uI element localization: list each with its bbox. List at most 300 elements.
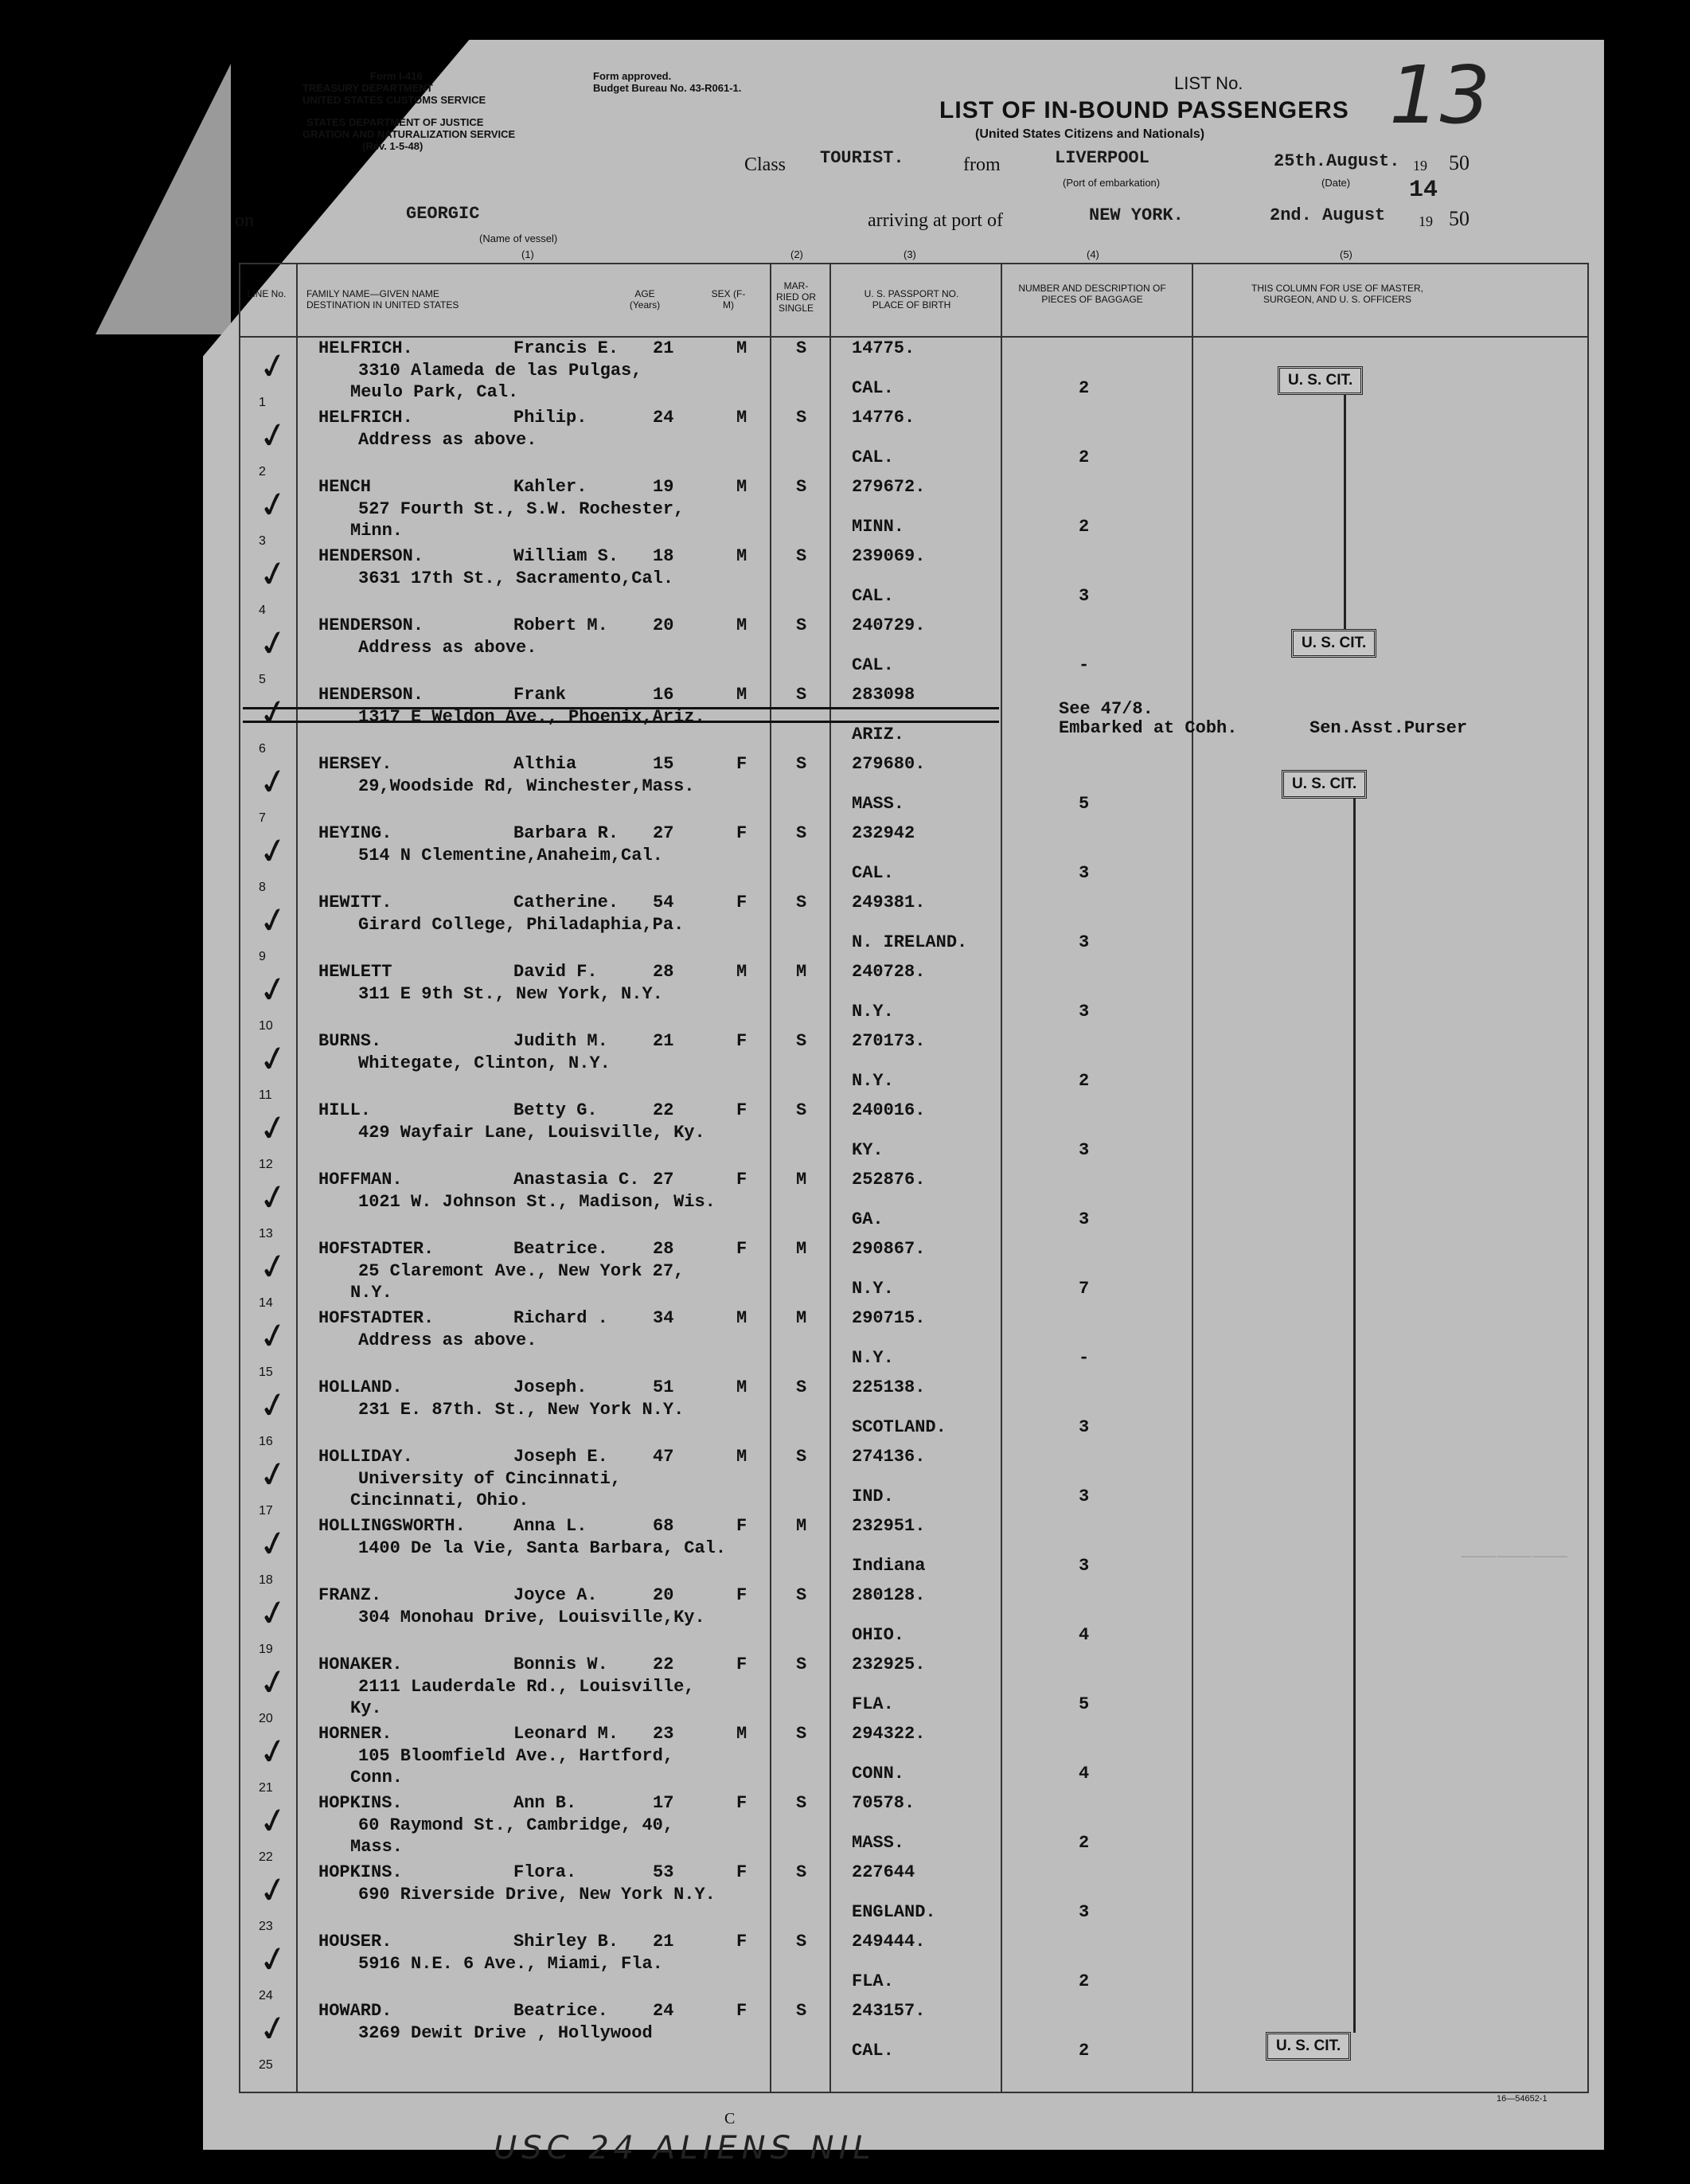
marital-status: M [796,1516,807,1536]
age-value: 34 [653,1308,674,1328]
sex-value: M [736,962,747,982]
line-number: 13 [259,1227,273,1240]
line-number: 8 [259,881,266,894]
baggage-count: 4 [1079,1625,1090,1645]
check-mark: ✓ [255,1244,292,1291]
marital-status: S [796,823,807,843]
col-header-married: MAR- RIED OR SINGLE [775,280,816,314]
arrival-year: 50 [1449,207,1469,230]
family-name: HENDERSON. [318,615,424,635]
address-line-2: Cincinnati, Ohio. [350,1491,529,1510]
passport-number: 294322. [852,1724,926,1744]
vessel-caption: (Name of vessel) [479,232,558,244]
arriving-label: arriving at port of [868,210,1003,231]
address-line-1: 105 Bloomfield Ave., Hartford, [358,1746,674,1766]
sex-value: F [736,1862,747,1882]
col-index-3: (3) [904,248,916,260]
col-index-4: (4) [1087,248,1099,260]
arrival-port: NEW YORK. [1089,205,1184,225]
table-row [239,1585,1586,1655]
line-number: 2 [259,465,266,479]
table-row [239,1170,1586,1239]
baggage-count: 3 [1079,1417,1090,1437]
binder-hole [159,1433,189,1463]
table-row [239,546,1586,615]
customs-service: UNITED STATES CUSTOMS SERVICE [302,94,486,106]
marital-status: M [796,1170,807,1190]
line-number: 12 [259,1158,273,1171]
passport-number: 270173. [852,1031,926,1051]
given-name: Flora. [513,1862,577,1882]
family-name: HEWITT. [318,893,392,912]
baggage-count: 3 [1079,1209,1090,1229]
check-mark: ✓ [255,690,292,736]
marital-status: S [796,893,807,912]
place-of-birth: MASS. [852,794,905,814]
binder-hole [159,1787,189,1818]
address-line-1: University of Cincinnati, [358,1469,622,1489]
baggage-count: 2 [1079,378,1090,398]
address-line-1: 60 Raymond St., Cambridge, 40, [358,1815,674,1835]
address-line-1: Address as above. [358,638,537,658]
col-index-2: (2) [790,248,803,260]
us-citizen-stamp: U. S. CIT. [1282,770,1367,799]
vessel-name: GEORGIC [406,204,480,224]
check-mark: ✓ [255,551,292,598]
age-value: 54 [653,893,674,912]
check-mark: ✓ [255,620,292,667]
line-number: 23 [259,1920,273,1933]
address-line-1: 5916 N.E. 6 Ave., Miami, Fla. [358,1954,663,1974]
place-of-birth: Indiana [852,1556,926,1576]
budget-bureau: Budget Bureau No. 43-R061-1. [593,82,742,94]
line-number: 1 [259,396,266,409]
age-value: 22 [653,1655,674,1674]
age-value: 18 [653,546,674,566]
col-index-5: (5) [1340,248,1352,260]
age-value: 21 [653,338,674,358]
marital-status: S [796,685,807,705]
col-header-name: FAMILY NAME—GIVEN NAME [306,288,439,299]
marital-status: S [796,1655,807,1674]
family-name: HEYING. [318,823,392,843]
place-of-birth: N.Y. [852,1348,894,1368]
binder-hole [159,779,189,809]
address-line-1: 514 N Clementine,Anaheim,Cal. [358,846,663,865]
list-no-label: LIST No. [1174,73,1243,93]
marital-status: S [796,754,807,774]
table-row [239,408,1586,477]
place-of-birth: SCOTLAND. [852,1417,946,1437]
col-header-destination: DESTINATION IN UNITED STATES [306,299,459,311]
passport-number: 239069. [852,546,926,566]
passport-number: 14775. [852,338,915,358]
sex-value: F [736,823,747,843]
given-name: David F. [513,962,598,982]
check-mark: ✓ [255,1936,292,1983]
place-of-birth: MINN. [852,517,905,537]
given-name: Francis E. [513,338,619,358]
address-line-1: 429 Wayfair Lane, Louisville, Ky. [358,1123,705,1143]
check-mark: ✓ [255,759,292,806]
line-number: 11 [259,1088,272,1102]
address-line-2: Ky. [350,1698,382,1718]
given-name: Philip. [513,408,587,428]
passport-number: 243157. [852,2001,926,2021]
passport-number: 249444. [852,1932,926,1952]
family-name: BURNS. [318,1031,382,1051]
baggage-count: 4 [1079,1764,1090,1784]
table-row [239,1516,1586,1585]
baggage-count: 2 [1079,2041,1090,2061]
passport-number: 283098 [852,685,915,705]
given-name: Joseph E. [513,1447,608,1467]
given-name: Joyce A. [513,1585,598,1605]
check-mark: ✓ [255,1867,292,1914]
given-name: Anastasia C. [513,1170,640,1190]
given-name: William S. [513,546,619,566]
check-mark: ✓ [255,343,292,390]
family-name: HILL. [318,1100,372,1120]
page-fold-shadow [96,64,231,334]
address-line-1: 25 Claremont Ave., New York 27, [358,1261,685,1281]
table-row [239,1793,1586,1862]
col-header-passport: U. S. PASSPORT NO. PLACE OF BIRTH [864,288,959,311]
family-name: HOFSTADTER. [318,1239,435,1259]
sex-value: F [736,2001,747,2021]
check-mark: ✓ [255,1105,292,1152]
family-name: HOFSTADTER. [318,1308,435,1328]
baggage-count: 3 [1079,1140,1090,1160]
marital-status: S [796,1585,807,1605]
address-line-2: Minn. [350,521,404,541]
given-name: Betty G. [513,1100,598,1120]
table-row [239,1100,1586,1170]
address-line-1: Girard College, Philadaphia,Pa. [358,915,685,935]
check-mark: ✓ [255,1174,292,1221]
marital-status: S [796,1793,807,1813]
line-number: 15 [259,1365,273,1379]
check-mark: ✓ [255,1036,292,1083]
given-name: Leonard M. [513,1724,619,1744]
place-of-birth: ENGLAND. [852,1902,936,1922]
table-row [239,1031,1586,1100]
family-name: FRANZ. [318,1585,382,1605]
given-name: Ann B. [513,1793,577,1813]
baggage-count: 3 [1079,863,1090,883]
line-number: 21 [259,1781,273,1795]
us-citizen-stamp: U. S. CIT. [1291,629,1376,658]
place-of-birth: N.Y. [852,1002,894,1022]
col-header-age: AGE (Years) [629,288,661,311]
baggage-count: - [1079,1348,1090,1368]
passport-number: 225138. [852,1377,926,1397]
given-name: Anna L. [513,1516,587,1536]
baggage-count: 3 [1079,1002,1090,1022]
sex-value: F [736,1585,747,1605]
line-number: 19 [259,1643,273,1656]
baggage-count: - [1079,655,1090,675]
passport-number: 232951. [852,1516,926,1536]
passport-number: 290867. [852,1239,926,1259]
family-name: HOLLIDAY. [318,1447,413,1467]
given-name: Beatrice. [513,2001,608,2021]
baggage-count: 3 [1079,1487,1090,1506]
page-subtitle: (United States Citizens and Nationals) [975,127,1205,141]
given-name: Shirley B. [513,1932,619,1952]
address-line-1: Address as above. [358,430,537,450]
given-name: Joseph. [513,1377,587,1397]
table-row [239,1377,1586,1447]
sex-value: F [736,893,747,912]
header-divider [240,336,1587,338]
sex-value: F [736,1793,747,1813]
justice-dept: STATES DEPARTMENT OF JUSTICE [306,116,484,128]
given-name: Robert M. [513,615,608,635]
age-value: 27 [653,1170,674,1190]
marital-status: S [796,338,807,358]
family-name: HELFRICH. [318,338,413,358]
check-mark: ✓ [255,967,292,1014]
binder-hole [159,1222,189,1252]
class-label: Class [744,154,786,175]
ins-service: GRATION AND NATURALIZATION SERVICE [302,128,516,140]
arrival-date: 2nd. August [1270,205,1386,225]
sex-value: F [736,1100,747,1120]
marital-status: S [796,477,807,497]
sex-value: M [736,1377,747,1397]
family-name: HOLLINGSWORTH. [318,1516,466,1536]
embark-year: 50 [1449,151,1469,174]
passport-number: 70578. [852,1793,915,1813]
line-number: 14 [259,1296,273,1310]
baggage-count: 3 [1079,586,1090,606]
age-value: 20 [653,615,674,635]
marital-status: S [796,1862,807,1882]
place-of-birth: GA. [852,1209,884,1229]
passport-number: 227644 [852,1862,915,1882]
age-value: 23 [653,1724,674,1744]
check-mark: ✓ [255,482,292,529]
sex-value: M [736,1724,747,1744]
passport-number: 240016. [852,1100,926,1120]
age-value: 16 [653,685,674,705]
family-name: HOUSER. [318,1932,392,1952]
line-number: 4 [259,604,266,617]
sex-value: M [736,615,747,635]
port-of-embarkation: LIVERPOOL [1055,148,1149,168]
age-value: 15 [653,754,674,774]
given-name: Judith M. [513,1031,608,1051]
table-row [239,1932,1586,2001]
form-approved: Form approved. [593,70,672,82]
line-number: 6 [259,742,266,756]
age-value: 24 [653,408,674,428]
table-row [239,685,1586,754]
age-value: 22 [653,1100,674,1120]
binder-hole [159,1010,189,1040]
treasury-dept: TREASURY DEPARTMENT [302,82,433,94]
baggage-count: 2 [1079,1071,1090,1091]
baggage-note: See 47/8. [1059,699,1153,719]
place-of-birth: N.Y. [852,1071,894,1091]
marital-status: S [796,1100,807,1120]
check-mark: ✓ [255,1451,292,1498]
place-of-birth: IND. [852,1487,894,1506]
age-value: 53 [653,1862,674,1882]
family-name: HOFFMAN. [318,1170,403,1190]
table-row [239,1655,1586,1724]
on-label: on [235,210,254,231]
sex-value: F [736,1239,747,1259]
check-mark: ✓ [255,1382,292,1429]
from-label: from [963,154,1001,175]
us-citizen-stamp: U. S. CIT. [1266,2032,1351,2061]
revision: (Rev. 1-5-48) [362,140,423,152]
place-of-birth: CAL. [852,863,894,883]
port-caption: (Port of embarkation) [1063,177,1161,189]
family-name: HEWLETT [318,962,392,982]
baggage-count: 3 [1079,1902,1090,1922]
baggage-count: 3 [1079,1556,1090,1576]
bleed-through-text: ⸻⸻⸻ [1461,1548,1568,1564]
page-title: LIST OF IN-BOUND PASSENGERS [939,97,1349,123]
passport-number: 252876. [852,1170,926,1190]
line-number: 24 [259,1989,273,2002]
sex-value: F [736,754,747,774]
sex-value: M [736,685,747,705]
baggage-note-2: Embarked at Cobh. [1059,718,1238,738]
line-number: 7 [259,811,266,825]
family-name: HOLLAND. [318,1377,403,1397]
binder-hole [159,599,189,629]
form-number: Form I-416 [370,70,423,82]
address-line-1: 2111 Lauderdale Rd., Louisville, [358,1677,695,1697]
age-value: 68 [653,1516,674,1536]
col-index-1: (1) [521,248,534,260]
handwritten-footer-tally: USC 24 ALIENS NIL [494,2130,876,2166]
address-line-2: N.Y. [350,1283,392,1303]
purser-note: Sen.Asst.Purser [1309,718,1468,738]
table-row [239,893,1586,962]
address-line-1: 527 Fourth St., S.W. Rochester, [358,499,685,519]
baggage-count: 5 [1079,794,1090,814]
handwritten-14: 14 [1409,177,1438,204]
place-of-birth: CAL. [852,2041,894,2061]
place-of-birth: CAL. [852,447,894,467]
family-name: HENCH [318,477,372,497]
passport-number: 279672. [852,477,926,497]
age-value: 47 [653,1447,674,1467]
place-of-birth: FLA. [852,1694,894,1714]
line-number: 3 [259,534,266,548]
passport-number: 290715. [852,1308,926,1328]
family-name: HENDERSON. [318,685,424,705]
marital-status: M [796,1239,807,1259]
table-row [239,1862,1586,1932]
table-row [239,477,1586,546]
given-name: Catherine. [513,893,619,912]
line-number: 9 [259,950,266,963]
sex-value: M [736,1308,747,1328]
age-value: 21 [653,1932,674,1952]
sex-value: F [736,1031,747,1051]
marital-status: S [796,1932,807,1952]
date-caption: (Date) [1321,177,1351,189]
line-number: 25 [259,2058,273,2072]
sex-value: F [736,1655,747,1674]
us-citizen-stamp: U. S. CIT. [1278,366,1363,395]
address-line-1: 304 Monohau Drive, Louisville,Ky. [358,1608,705,1627]
baggage-count: 3 [1079,932,1090,952]
class-value: TOURIST. [820,148,904,168]
age-value: 20 [653,1585,674,1605]
given-name: Frank [513,685,567,705]
address-line-2: Mass. [350,1837,404,1857]
col-header-baggage: NUMBER AND DESCRIPTION OF PIECES OF BAGGAGE [1018,283,1166,305]
sex-value: M [736,546,747,566]
check-mark: ✓ [255,1798,292,1845]
passport-number: 14776. [852,408,915,428]
address-line-1: 29,Woodside Rd, Winchester,Mass. [358,776,695,796]
address-line-1: 1400 De la Vie, Santa Barbara, Cal. [358,1538,727,1558]
address-line-1: 311 E 9th St., New York, N.Y. [358,984,663,1004]
address-line-2: Conn. [350,1768,404,1787]
table-row [239,338,1586,408]
place-of-birth: MASS. [852,1833,905,1853]
place-of-birth: OHIO. [852,1625,905,1645]
col-header-sex: SEX (F-M) [711,288,746,311]
age-value: 27 [653,823,674,843]
arrival-year-prefix: 19 [1419,213,1433,229]
table-row [239,823,1586,893]
table-row [239,1308,1586,1377]
embark-year-prefix: 19 [1413,158,1427,174]
table-row [239,615,1586,685]
address-line-1: Address as above. [358,1330,537,1350]
print-code: 16—54652-1 [1497,2094,1548,2104]
passport-number: 232925. [852,1655,926,1674]
check-mark: ✓ [255,2006,292,2053]
baggage-count: 5 [1079,1694,1090,1714]
table-row [239,1724,1586,1793]
sex-value: F [736,1170,747,1190]
passport-number: 274136. [852,1447,926,1467]
check-mark: ✓ [255,1313,292,1360]
age-value: 51 [653,1377,674,1397]
address-line-1: 1317 E Weldon Ave., Phoenix,Ariz. [358,707,705,727]
place-of-birth: CAL. [852,586,894,606]
baggage-count: 2 [1079,1971,1090,1991]
strike-line [243,707,999,709]
passport-number: 249381. [852,893,926,912]
marital-status: M [796,1308,807,1328]
check-mark: ✓ [255,828,292,875]
table-row [239,2001,1586,2070]
place-of-birth: KY. [852,1140,884,1160]
line-number: 22 [259,1850,273,1864]
marital-status: S [796,2001,807,2021]
address-line-1: 3631 17th St., Sacramento,Cal. [358,568,674,588]
table-row [239,754,1586,823]
footer-c: C [724,2110,736,2127]
sex-value: M [736,338,747,358]
given-name: Bonnis W. [513,1655,608,1674]
passport-number: 232942 [852,823,915,843]
address-line-1: 3269 Dewit Drive , Hollywood [358,2023,653,2043]
passport-number: 240728. [852,962,926,982]
age-value: 28 [653,1239,674,1259]
